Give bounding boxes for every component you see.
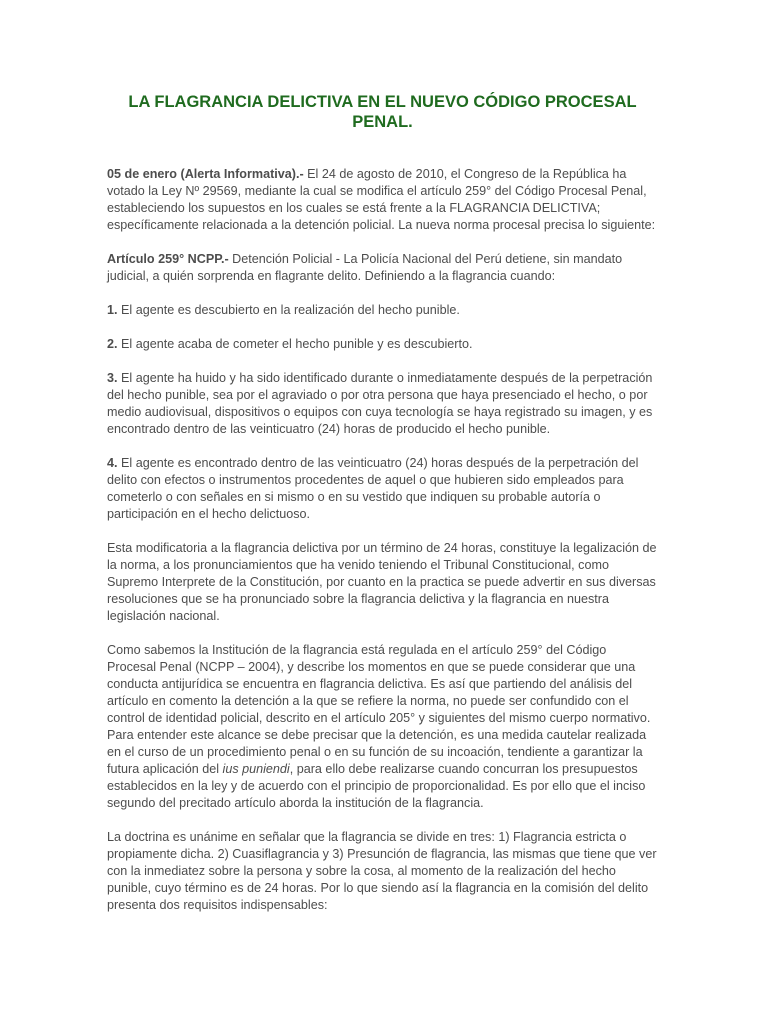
paragraph-institucion: [107, 642, 658, 812]
list-item: [107, 302, 658, 319]
list-item-text: El agente es encontrado dentro de las veinticuatro (24) horas después de la perpetración del delito con efectos o instrumentos procedentes de aquel o que hubieren sido empleados para cometerlo o con señales en si mismo o en su vestido que indiquen su probable autoría o participación en el hecho delictuoso.: [107, 456, 639, 521]
list-item-number: 3.: [107, 371, 118, 385]
list-item-text: El agente ha huido y ha sido identificado durante o inmediatamente después de la perpetración del hecho punible, sea por el agraviado o por otra persona que haya presenciado el hecho, o por medio audiovisual, dispositivos o equipos con cuya tecnología se haya registrado su imagen, y es encontrado dentro de las veinticuatro (24) horas de producido el hecho punible.: [107, 371, 653, 436]
list-item-number: 4.: [107, 456, 118, 470]
list-item: [107, 455, 658, 523]
institucion-text-before: Como sabemos la Institución de la flagrancia está regulada en el artículo 259° del Código Procesal Penal (NCPP – 2004), y describe los momentos en que se puede considerar que una conducta antijurídica se encuentra en flagrancia delictiva. Es así que partiendo del análisis del artículo en comento la detención a la que se refiere la norma, no puede ser confundido con el control de identidad policial, descrito en el artículo 205° y siguientes del mismo cuerpo normativo. Para entender este alcance se debe precisar que la detención, es una medida cautelar realizada en el curso de un procedimiento penal o en su función de su incoación, tendiente a garantizar la futura aplicación del: [107, 643, 651, 776]
article-lead: Artículo 259° NCPP.-: [107, 252, 229, 266]
paragraph-modificatoria: Esta modificatoria a la flagrancia delictiva por un término de 24 horas, constituye la legalización de la norma, a los pronunciamientos que ha venido teniendo el Tribunal Constitucional, como Supremo Interprete de la Constitución, por cuanto en la practica se puede advertir en sus diversas resoluciones que se ha pronunciado sobre la flagrancia delictiva y la flagrancia en nuestra legislación nacional.: [107, 541, 657, 623]
paragraph-article: [107, 251, 658, 285]
intro-text: El 24 de agosto de 2010, el Congreso de la República ha votado la Ley Nº 29569, mediante la cual se modifica el artículo 259° del Código Procesal Penal, estableciendo los supuestos en los cuales se está frente a la FLAGRANCIA DELICTIVA; específicamente relacionada a la detención policial. La nueva norma procesal precisa lo siguiente:: [107, 167, 656, 232]
intro-lead: 05 de enero (Alerta Informativa).-: [107, 167, 304, 181]
list-item: [107, 336, 658, 353]
institucion-text-after: , para ello debe realizarse cuando concurran los presupuestos establecidos en la ley y de acuerdo con el principio de proporcionalidad. Es por ello que el inciso segundo del precitado artículo aborda la institución de la flagrancia.: [107, 762, 646, 810]
list-item-text: El agente acaba de cometer el hecho punible y es descubierto.: [117, 337, 473, 351]
paragraph-doctrina: La doctrina es unánime en señalar que la flagrancia se divide en tres: 1) Flagrancia estricta o propiamente dicha. 2) Cuasiflagrancia y 3) Presunción de flagrancia, las mismas que tiene que ver con la inmediatez sobre la persona y sobre la cosa, al momento de la realización del hecho punible, cuyo término es de 24 horas. Por lo que siendo así la flagrancia en la comisión del delito presenta dos requisitos indispensables:: [107, 830, 657, 912]
paragraph-intro: [107, 166, 658, 234]
document-title: LA FLAGRANCIA DELICTIVA EN EL NUEVO CÓDIGO PROCESAL PENAL.: [128, 93, 637, 131]
list-item-text: El agente es descubierto en la realización del hecho punible.: [117, 303, 460, 317]
list-item-number: 2.: [107, 337, 118, 351]
list-item: [107, 370, 658, 438]
article-text: Detención Policial - La Policía Nacional del Perú detiene, sin mandato judicial, a quién sorprenda en flagrante delito. Definiendo a la flagrancia cuando:: [107, 252, 623, 283]
list-item-number: 1.: [107, 303, 118, 317]
ius-puniendi-term: ius puniendi: [222, 762, 290, 776]
